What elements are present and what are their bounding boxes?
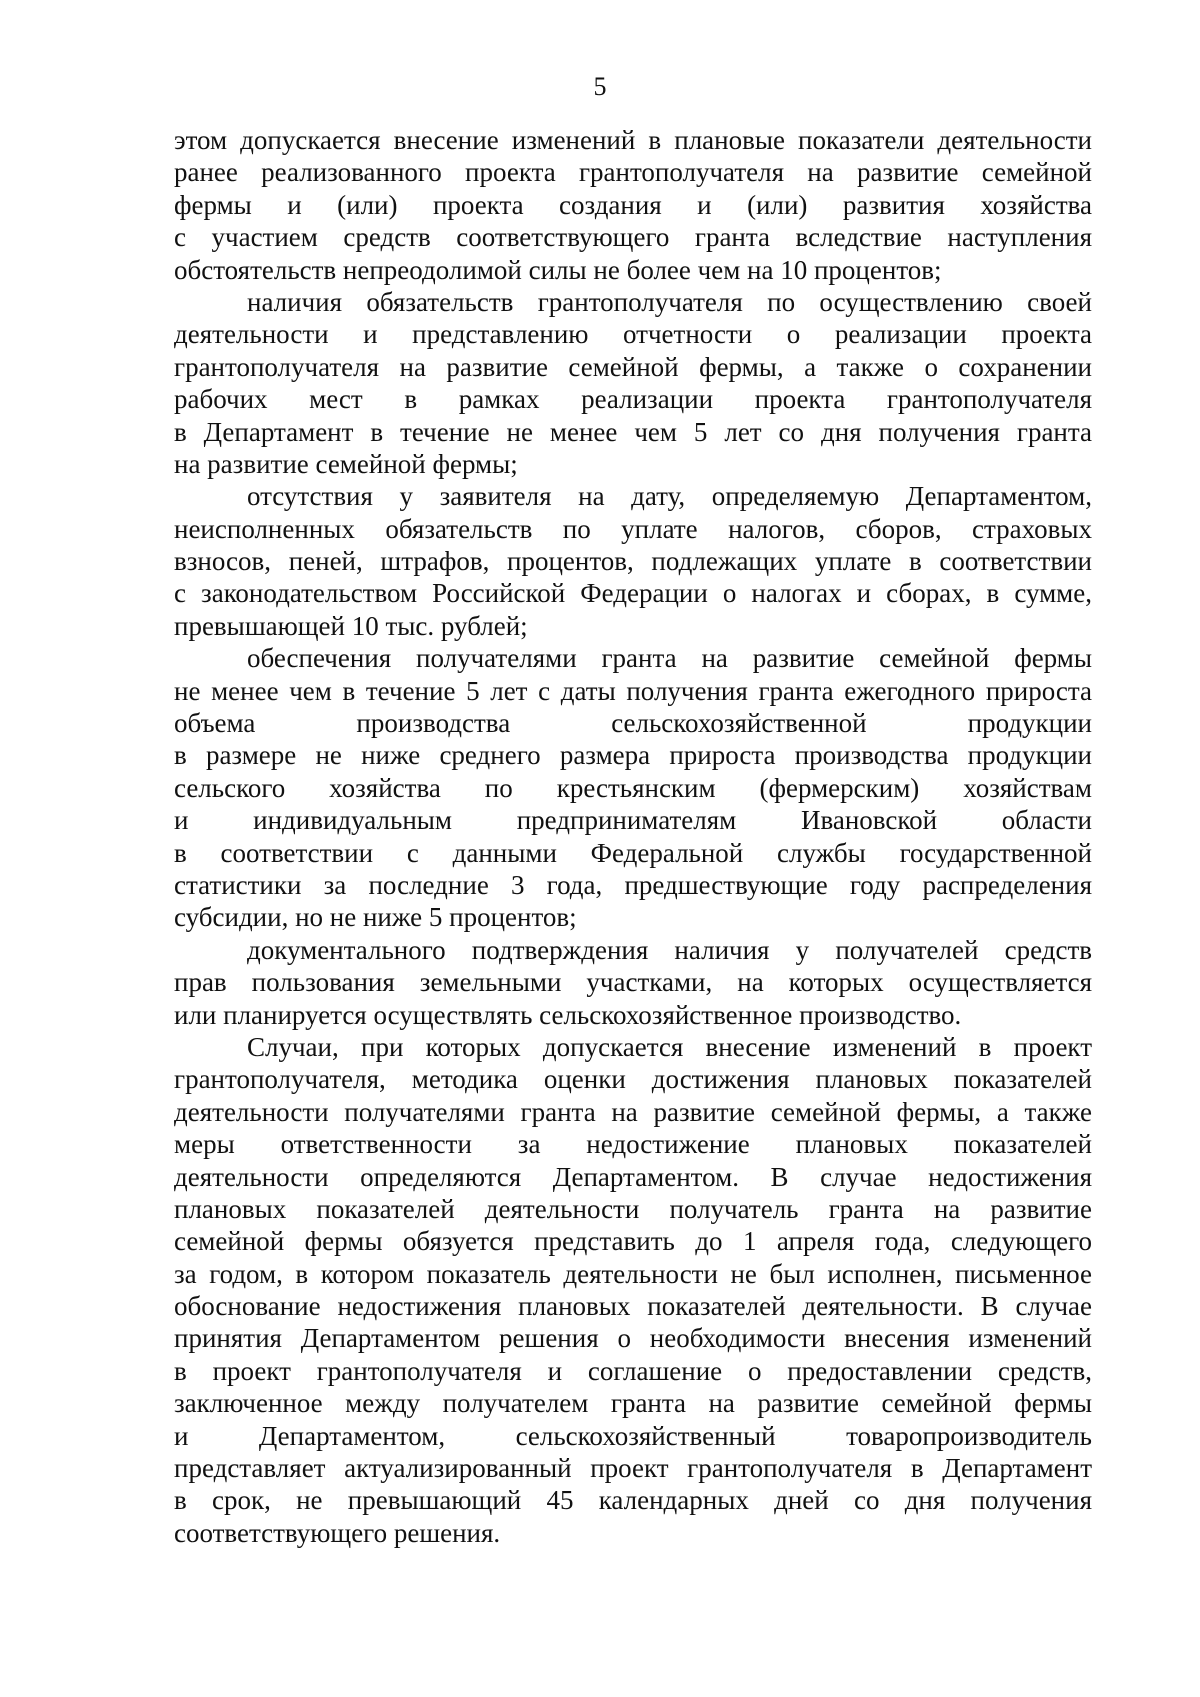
text-line: в Департамент в течение не менее чем 5 лет со дня получения гранта xyxy=(174,416,1092,447)
text-line: в размере не ниже среднего размера прироста производства продукции xyxy=(174,740,1092,771)
paragraph xyxy=(174,480,1092,642)
text-line: в проект грантополучателя и соглашение о предоставлении средств, xyxy=(174,1355,1092,1386)
text-line: на развитие семейной фермы; xyxy=(174,448,518,479)
paragraph xyxy=(174,1031,1092,1549)
text-line: не менее чем в течение 5 лет с даты получения гранта ежегодного прироста xyxy=(174,675,1092,706)
text-line: наличия обязательств грантополучателя по осуществлению своей xyxy=(247,286,1092,317)
text-line: семейной фермы обязуется представить до 1 апреля года, следующего xyxy=(174,1226,1092,1257)
text-line: документального подтверждения наличия у получателей средств xyxy=(247,934,1092,965)
text-line: и Департаментом, сельскохозяйственный товаропроизводитель xyxy=(174,1420,1092,1451)
paragraph xyxy=(174,642,1092,934)
text-line: Случаи, при которых допускается внесение изменений в проект xyxy=(247,1031,1092,1062)
text-line: прав пользования земельными участками, на которых осуществляется xyxy=(174,967,1092,998)
text-line: субсидии, но не ниже 5 процентов; xyxy=(174,902,577,933)
text-line: или планируется осуществлять сельскохозяйственное производство. xyxy=(174,999,962,1030)
page-number: 5 xyxy=(593,72,607,101)
text-line: ранее реализованного проекта грантополучателя на развитие семейной xyxy=(174,157,1092,188)
text-line: с законодательством Российской Федерации о налогах и сборах, в сумме, xyxy=(174,578,1092,609)
text-line: отсутствия у заявителя на дату, определяемую Департаментом, xyxy=(247,481,1092,512)
text-line: деятельности определяются Департаментом. В случае недостижения xyxy=(174,1161,1092,1192)
text-line: объема производства сельскохозяйственной продукции xyxy=(174,708,1092,739)
text-line: грантополучателя на развитие семейной фермы, а также о сохранении xyxy=(174,351,1092,382)
paragraph xyxy=(174,286,1092,480)
text-line: за годом, в котором показатель деятельности не был исполнен, письменное xyxy=(174,1258,1092,1289)
text-line: рабочих мест в рамках реализации проекта грантополучателя xyxy=(174,384,1092,415)
paragraph xyxy=(174,934,1092,1031)
text-line: заключенное между получателем гранта на развитие семейной фермы xyxy=(174,1388,1092,1419)
text-line: грантополучателя, методика оценки достижения плановых показателей xyxy=(174,1064,1092,1095)
text-line: и индивидуальным предпринимателям Ивановской области xyxy=(174,805,1092,836)
text-line: этом допускается внесение изменений в плановые показатели деятельности xyxy=(174,125,1092,155)
text-line: фермы и (или) проекта создания и (или) развития хозяйства xyxy=(174,189,1092,220)
text-line: обстоятельств непреодолимой силы не более чем на 10 процентов; xyxy=(174,254,942,285)
text-line: деятельности и представлению отчетности о реализации проекта xyxy=(174,319,1092,350)
text-line: взносов, пеней, штрафов, процентов, подлежащих уплате в соответствии xyxy=(174,546,1092,577)
text-line: в соответствии с данными Федеральной службы государственной xyxy=(174,837,1092,868)
document-body xyxy=(174,124,1092,1549)
text-line: статистики за последние 3 года, предшествующие году распределения xyxy=(174,869,1092,900)
text-line: представляет актуализированный проект грантополучателя в Департамент xyxy=(174,1453,1092,1484)
text-line: с участием средств соответствующего гранта вследствие наступления xyxy=(174,222,1092,253)
text-line: сельского хозяйства по крестьянским (фермерским) хозяйствам xyxy=(174,772,1092,803)
text-line: принятия Департаментом решения о необходимости внесения изменений xyxy=(174,1323,1092,1354)
text-line: в срок, не превышающий 45 календарных дней со дня получения xyxy=(174,1485,1092,1516)
text-line: неисполненных обязательств по уплате налогов, сборов, страховых xyxy=(174,513,1092,544)
text-line: деятельности получателями гранта на развитие семейной фермы, а также xyxy=(174,1096,1092,1127)
text-line: плановых показателей деятельности получатель гранта на развитие xyxy=(174,1193,1092,1224)
text-line: превышающей 10 тыс. рублей; xyxy=(174,610,528,641)
paragraph xyxy=(174,124,1092,286)
text-line: обоснование недостижения плановых показателей деятельности. В случае xyxy=(174,1291,1092,1322)
text-line: обеспечения получателями гранта на развитие семейной фермы xyxy=(247,643,1092,674)
text-line: меры ответственности за недостижение плановых показателей xyxy=(174,1129,1092,1160)
text-line: соответствующего решения. xyxy=(174,1517,501,1548)
